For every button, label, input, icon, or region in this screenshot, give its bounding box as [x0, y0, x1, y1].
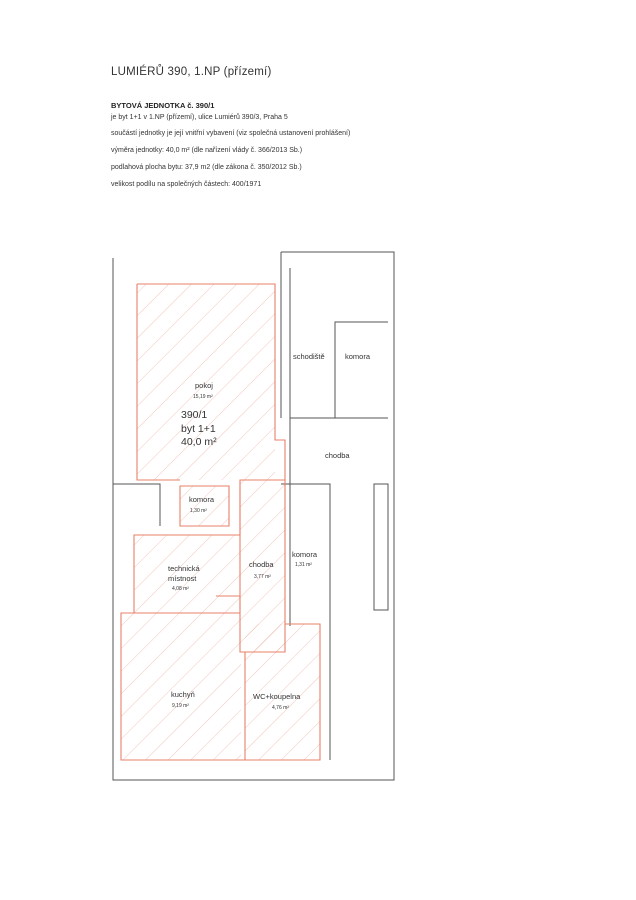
common-komora-right [292, 550, 318, 568]
space-area: 1,31 m² [295, 562, 312, 568]
space-name: komora [292, 550, 318, 559]
unit-number: 390/1 [181, 409, 208, 421]
room-name-line1: technická [168, 564, 200, 573]
info-line-share: velikost podílu na společných částech: 400/1971 [111, 181, 262, 188]
unit-heading: BYTOVÁ JEDNOTKA č. 390/1 [111, 101, 215, 110]
common-komora-top [345, 352, 371, 361]
info-line-floor-area: podlahová plocha bytu: 37,9 m2 (dle zákona č. 350/2012 Sb.) [111, 164, 302, 171]
info-line-unit-area: výměra jednotky: 40,0 m² (dle nařízení vlády č. 366/2013 Sb.) [111, 147, 303, 154]
room-area: 9,19 m² [172, 703, 189, 709]
room-area: 1,30 m² [190, 508, 207, 514]
space-name: komora [345, 352, 371, 361]
room-area: 4,08 m² [172, 586, 189, 592]
info-line-unit-description: je byt 1+1 v 1.NP (přízemí), ulice Lumiérů 390/3, Praha 5 [111, 114, 288, 121]
space-name: chodba [325, 451, 350, 460]
common-chodba [325, 451, 350, 460]
document-title: LUMIÉRŮ 390, 1.NP (přízemí) [111, 66, 272, 78]
room-name: WC+koupelna [253, 692, 301, 701]
room-name-line2: místnost [168, 574, 197, 583]
common-schodiste [293, 352, 325, 361]
space-name: schodiště [293, 352, 325, 361]
room-area: 15,19 m² [193, 394, 213, 400]
room-name: komora [189, 495, 215, 504]
room-name: pokoj [195, 381, 213, 390]
unit-type: byt 1+1 [181, 423, 216, 435]
room-name: kuchyň [171, 690, 195, 699]
unit-area: 40,0 m² [181, 436, 217, 448]
room-name: chodba [249, 560, 274, 569]
info-line-equipment: součástí jednotky je její vnitřní vybavení (viz společná ustanovení prohlášení) [111, 130, 351, 137]
room-area: 3,77 m² [254, 574, 271, 580]
room-area: 4,76 m² [272, 705, 289, 711]
